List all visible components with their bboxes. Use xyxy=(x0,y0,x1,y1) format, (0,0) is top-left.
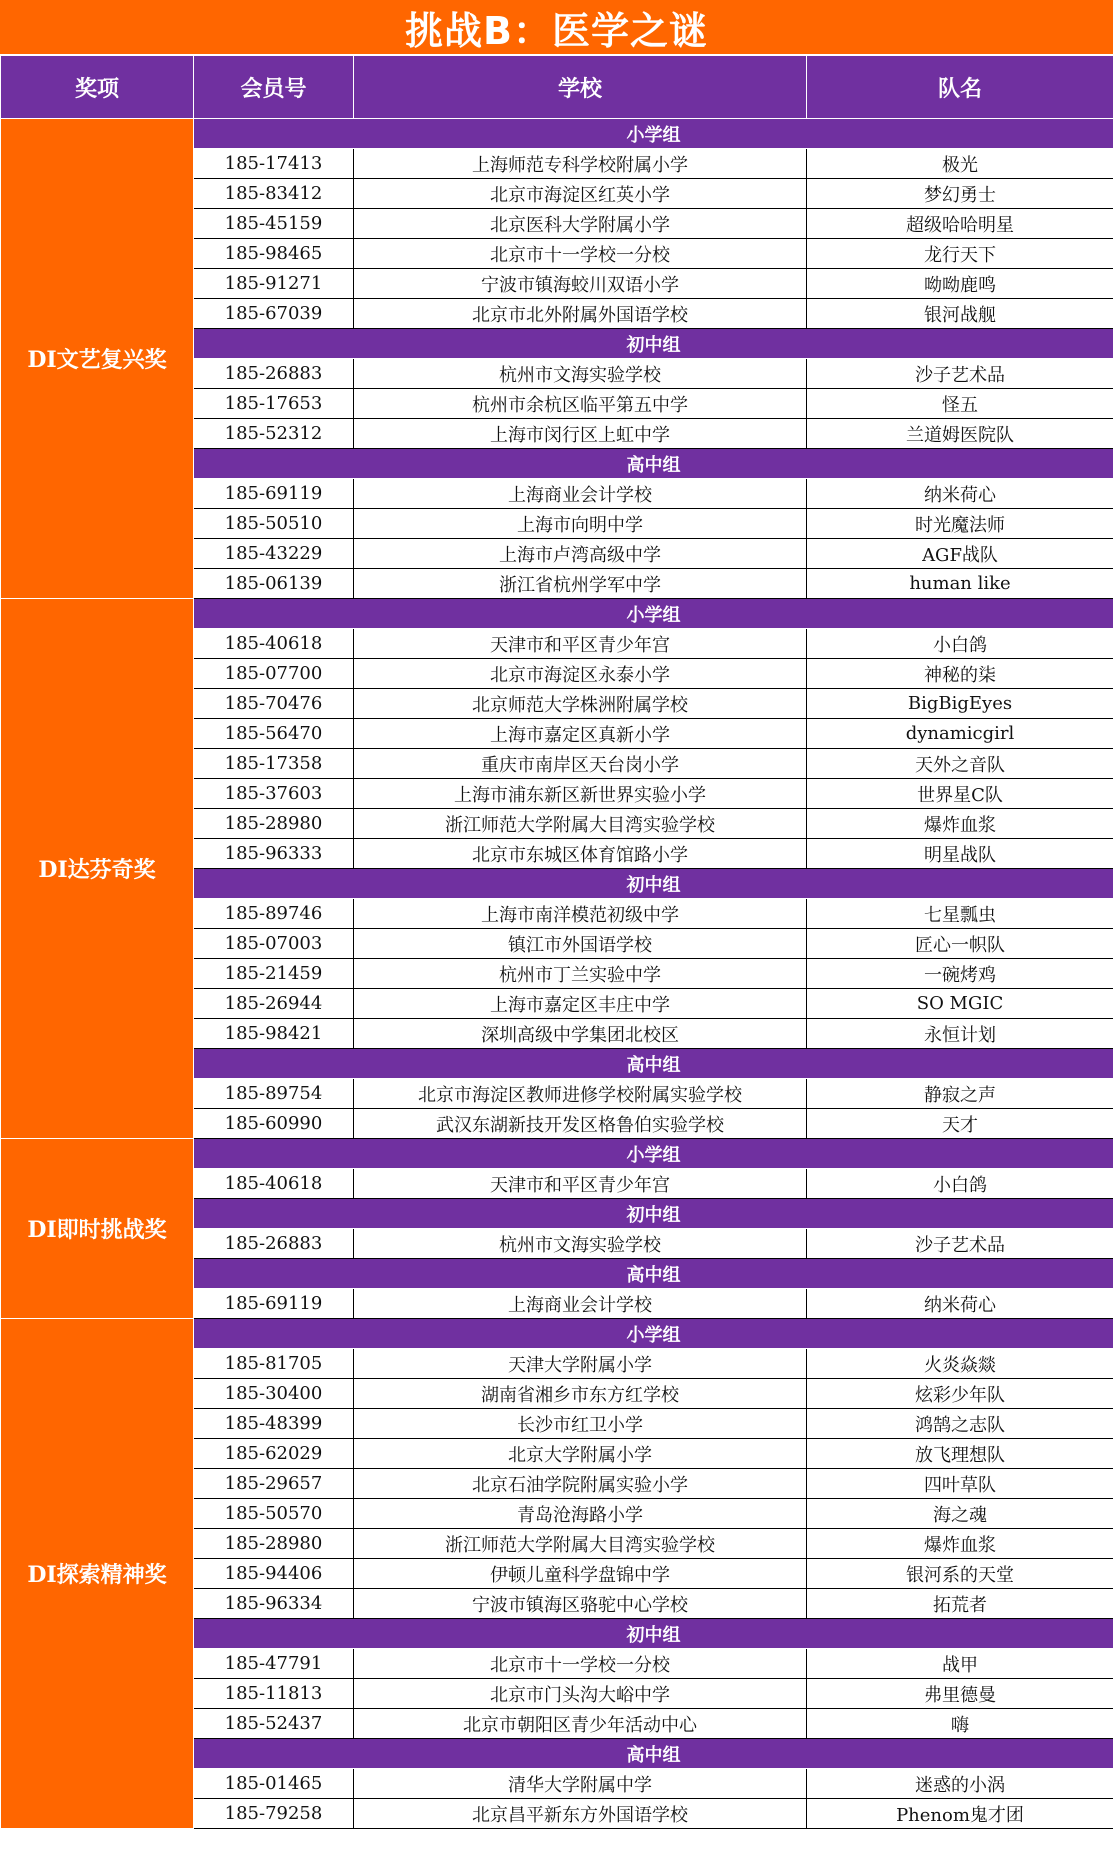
school-cell: 上海市卢湾高级中学 xyxy=(354,539,807,569)
school-cell: 北京市东城区体育馆路小学 xyxy=(354,839,807,869)
team-cell: 呦呦鹿鸣 xyxy=(807,269,1113,299)
school-cell: 清华大学附属中学 xyxy=(354,1769,807,1799)
member-cell: 185-98465 xyxy=(194,239,354,269)
group-name: 高中组 xyxy=(194,1259,1113,1289)
school-cell: 上海市嘉定区真新小学 xyxy=(354,719,807,749)
member-cell: 185-17358 xyxy=(194,749,354,779)
team-cell: 七星瓢虫 xyxy=(807,899,1113,929)
group-row xyxy=(1,119,1113,149)
team-cell: 战甲 xyxy=(807,1649,1113,1679)
school-cell: 北京医科大学附属小学 xyxy=(354,209,807,239)
school-cell: 深圳高级中学集团北校区 xyxy=(354,1019,807,1049)
team-cell: 一碗烤鸡 xyxy=(807,959,1113,989)
team-cell: 纳米荷心 xyxy=(807,479,1113,509)
school-cell: 北京市海淀区永泰小学 xyxy=(354,659,807,689)
member-cell: 185-47791 xyxy=(194,1649,354,1679)
group-name: 初中组 xyxy=(194,1619,1113,1649)
school-cell: 北京市朝阳区青少年活动中心 xyxy=(354,1709,807,1739)
team-cell: 时光魔法师 xyxy=(807,509,1113,539)
school-cell: 宁波市镇海蛟川双语小学 xyxy=(354,269,807,299)
school-cell: 武汉东湖新技开发区格鲁伯实验学校 xyxy=(354,1109,807,1139)
header-award: 奖项 xyxy=(1,56,194,119)
member-cell: 185-26944 xyxy=(194,989,354,1019)
school-cell: 天津大学附属小学 xyxy=(354,1349,807,1379)
team-cell: 永恒计划 xyxy=(807,1019,1113,1049)
school-cell: 上海市闵行区上虹中学 xyxy=(354,419,807,449)
team-cell: 纳米荷心 xyxy=(807,1289,1113,1319)
member-cell: 185-56470 xyxy=(194,719,354,749)
header-row xyxy=(1,56,1113,119)
member-cell: 185-43229 xyxy=(194,539,354,569)
team-cell: 龙行天下 xyxy=(807,239,1113,269)
member-cell: 185-28980 xyxy=(194,1529,354,1559)
member-cell: 185-30400 xyxy=(194,1379,354,1409)
team-cell: 迷惑的小涡 xyxy=(807,1769,1113,1799)
member-cell: 185-69119 xyxy=(194,479,354,509)
member-cell: 185-37603 xyxy=(194,779,354,809)
member-cell: 185-17413 xyxy=(194,149,354,179)
member-cell: 185-48399 xyxy=(194,1409,354,1439)
team-cell: 银河战舰 xyxy=(807,299,1113,329)
member-cell: 185-26883 xyxy=(194,1229,354,1259)
team-cell: 小白鸽 xyxy=(807,1169,1113,1199)
group-name: 小学组 xyxy=(194,1319,1113,1349)
team-cell: 火炎焱燚 xyxy=(807,1349,1113,1379)
award-name: DI达芬奇奖 xyxy=(1,599,194,1139)
member-cell: 185-98421 xyxy=(194,1019,354,1049)
member-cell: 185-07700 xyxy=(194,659,354,689)
header-member: 会员号 xyxy=(194,56,354,119)
school-cell: 上海市嘉定区丰庄中学 xyxy=(354,989,807,1019)
school-cell: 北京大学附属小学 xyxy=(354,1439,807,1469)
team-cell: 超级哈哈明星 xyxy=(807,209,1113,239)
member-cell: 185-96333 xyxy=(194,839,354,869)
team-cell: 沙子艺术品 xyxy=(807,1229,1113,1259)
school-cell: 天津市和平区青少年宫 xyxy=(354,629,807,659)
member-cell: 185-70476 xyxy=(194,689,354,719)
team-cell: 天才 xyxy=(807,1109,1113,1139)
school-cell: 北京昌平新东方外国语学校 xyxy=(354,1799,807,1829)
team-cell: 世界星C队 xyxy=(807,779,1113,809)
group-name: 初中组 xyxy=(194,1199,1113,1229)
group-name: 高中组 xyxy=(194,1739,1113,1769)
school-cell: 湖南省湘乡市东方红学校 xyxy=(354,1379,807,1409)
member-cell: 185-45159 xyxy=(194,209,354,239)
school-cell: 镇江市外国语学校 xyxy=(354,929,807,959)
team-cell: 嗨 xyxy=(807,1709,1113,1739)
school-cell: 上海市浦东新区新世界实验小学 xyxy=(354,779,807,809)
team-cell: 爆炸血浆 xyxy=(807,1529,1113,1559)
team-cell: 放飞理想队 xyxy=(807,1439,1113,1469)
table-header xyxy=(1,56,1113,119)
team-cell: 弗里德曼 xyxy=(807,1679,1113,1709)
team-cell: 神秘的柒 xyxy=(807,659,1113,689)
school-cell: 浙江省杭州学军中学 xyxy=(354,569,807,599)
team-cell: 极光 xyxy=(807,149,1113,179)
member-cell: 185-91271 xyxy=(194,269,354,299)
team-cell: 匠心一帜队 xyxy=(807,929,1113,959)
team-cell: 拓荒者 xyxy=(807,1589,1113,1619)
member-cell: 185-81705 xyxy=(194,1349,354,1379)
member-cell: 185-62029 xyxy=(194,1439,354,1469)
member-cell: 185-67039 xyxy=(194,299,354,329)
team-cell: Phenom鬼才团 xyxy=(807,1799,1113,1829)
member-cell: 185-69119 xyxy=(194,1289,354,1319)
school-cell: 北京市海淀区红英小学 xyxy=(354,179,807,209)
member-cell: 185-96334 xyxy=(194,1589,354,1619)
member-cell: 185-83412 xyxy=(194,179,354,209)
team-cell: BigBigEyes xyxy=(807,689,1113,719)
group-name: 初中组 xyxy=(194,329,1113,359)
school-cell: 上海市南洋模范初级中学 xyxy=(354,899,807,929)
school-cell: 北京石油学院附属实验小学 xyxy=(354,1469,807,1499)
group-row xyxy=(1,1139,1113,1169)
school-cell: 上海商业会计学校 xyxy=(354,479,807,509)
school-cell: 长沙市红卫小学 xyxy=(354,1409,807,1439)
school-cell: 杭州市余杭区临平第五中学 xyxy=(354,389,807,419)
school-cell: 上海市向明中学 xyxy=(354,509,807,539)
group-name: 初中组 xyxy=(194,869,1113,899)
team-cell: 小白鸽 xyxy=(807,629,1113,659)
team-cell: dynamicgirl xyxy=(807,719,1113,749)
member-cell: 185-28980 xyxy=(194,809,354,839)
member-cell: 185-52437 xyxy=(194,1709,354,1739)
school-cell: 杭州市丁兰实验中学 xyxy=(354,959,807,989)
member-cell: 185-60990 xyxy=(194,1109,354,1139)
team-cell: SO MGIC xyxy=(807,989,1113,1019)
team-cell: human like xyxy=(807,569,1113,599)
school-cell: 重庆市南岸区天台岗小学 xyxy=(354,749,807,779)
team-cell: AGF战队 xyxy=(807,539,1113,569)
member-cell: 185-94406 xyxy=(194,1559,354,1589)
member-cell: 185-50510 xyxy=(194,509,354,539)
member-cell: 185-79258 xyxy=(194,1799,354,1829)
team-cell: 明星战队 xyxy=(807,839,1113,869)
school-cell: 天津市和平区青少年宫 xyxy=(354,1169,807,1199)
header-team: 队名 xyxy=(807,56,1113,119)
page-title: 挑战B：医学之谜 xyxy=(0,0,1113,55)
team-cell: 海之魂 xyxy=(807,1499,1113,1529)
member-cell: 185-89746 xyxy=(194,899,354,929)
member-cell: 185-06139 xyxy=(194,569,354,599)
team-cell: 四叶草队 xyxy=(807,1469,1113,1499)
school-cell: 浙江师范大学附属大目湾实验学校 xyxy=(354,809,807,839)
member-cell: 185-01465 xyxy=(194,1769,354,1799)
group-row xyxy=(1,599,1113,629)
header-school: 学校 xyxy=(354,56,807,119)
school-cell: 北京师范大学株洲附属学校 xyxy=(354,689,807,719)
table-body xyxy=(1,119,1113,1829)
group-row xyxy=(1,1319,1113,1349)
award-name: DI文艺复兴奖 xyxy=(1,119,194,599)
group-name: 小学组 xyxy=(194,599,1113,629)
team-cell: 怪五 xyxy=(807,389,1113,419)
school-cell: 上海商业会计学校 xyxy=(354,1289,807,1319)
team-cell: 梦幻勇士 xyxy=(807,179,1113,209)
award-name: DI探索精神奖 xyxy=(1,1319,194,1829)
member-cell: 185-21459 xyxy=(194,959,354,989)
team-cell: 爆炸血浆 xyxy=(807,809,1113,839)
member-cell: 185-40618 xyxy=(194,629,354,659)
team-cell: 静寂之声 xyxy=(807,1079,1113,1109)
school-cell: 北京市十一学校一分校 xyxy=(354,239,807,269)
member-cell: 185-29657 xyxy=(194,1469,354,1499)
member-cell: 185-26883 xyxy=(194,359,354,389)
school-cell: 青岛沧海路小学 xyxy=(354,1499,807,1529)
team-cell: 银河系的天堂 xyxy=(807,1559,1113,1589)
school-cell: 杭州市文海实验学校 xyxy=(354,359,807,389)
school-cell: 北京市海淀区教师进修学校附属实验学校 xyxy=(354,1079,807,1109)
group-name: 小学组 xyxy=(194,1139,1113,1169)
member-cell: 185-17653 xyxy=(194,389,354,419)
school-cell: 北京市门头沟大峪中学 xyxy=(354,1679,807,1709)
member-cell: 185-89754 xyxy=(194,1079,354,1109)
member-cell: 185-52312 xyxy=(194,419,354,449)
school-cell: 上海师范专科学校附属小学 xyxy=(354,149,807,179)
team-cell: 沙子艺术品 xyxy=(807,359,1113,389)
member-cell: 185-11813 xyxy=(194,1679,354,1709)
member-cell: 185-50570 xyxy=(194,1499,354,1529)
team-cell: 炫彩少年队 xyxy=(807,1379,1113,1409)
school-cell: 浙江师范大学附属大目湾实验学校 xyxy=(354,1529,807,1559)
group-name: 高中组 xyxy=(194,1049,1113,1079)
school-cell: 北京市北外附属外国语学校 xyxy=(354,299,807,329)
team-cell: 兰道姆医院队 xyxy=(807,419,1113,449)
school-cell: 伊顿儿童科学盘锦中学 xyxy=(354,1559,807,1589)
group-name: 高中组 xyxy=(194,449,1113,479)
member-cell: 185-40618 xyxy=(194,1169,354,1199)
school-cell: 杭州市文海实验学校 xyxy=(354,1229,807,1259)
group-name: 小学组 xyxy=(194,119,1113,149)
team-cell: 鸿鹄之志队 xyxy=(807,1409,1113,1439)
awards-table xyxy=(0,55,1113,1829)
team-cell: 天外之音队 xyxy=(807,749,1113,779)
member-cell: 185-07003 xyxy=(194,929,354,959)
school-cell: 北京市十一学校一分校 xyxy=(354,1649,807,1679)
school-cell: 宁波市镇海区骆驼中心学校 xyxy=(354,1589,807,1619)
award-name: DI即时挑战奖 xyxy=(1,1139,194,1319)
